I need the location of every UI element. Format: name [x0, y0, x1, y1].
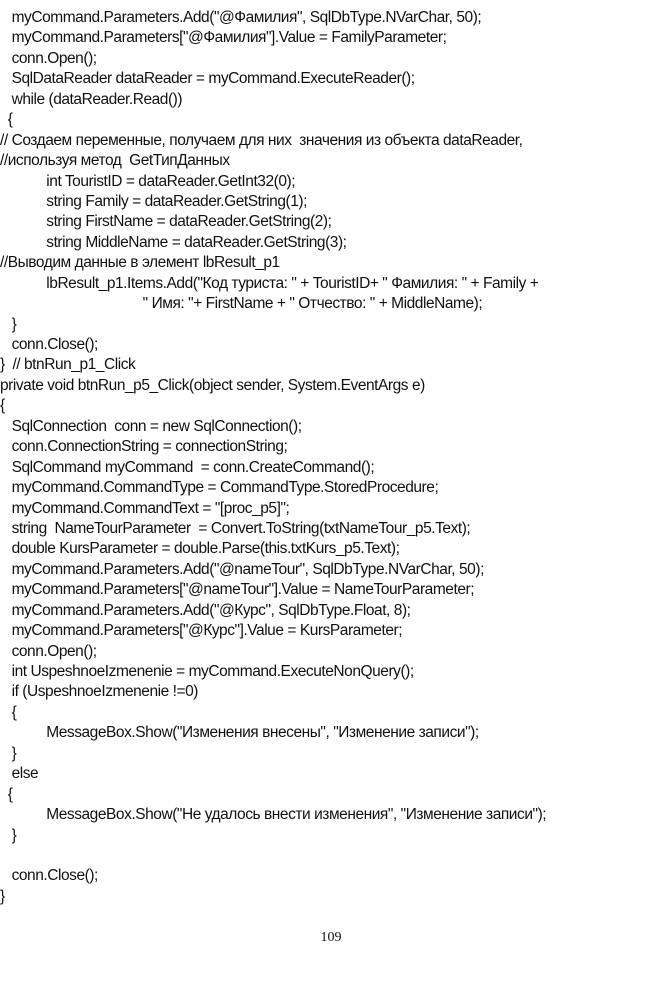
code-line: }	[0, 887, 5, 905]
code-line: {	[0, 703, 17, 721]
code-line: myCommand.Parameters["@nameTour"].Value = NameTourParameter;	[0, 581, 475, 599]
code-line: }	[0, 744, 17, 762]
code-line: myCommand.Parameters["@Курс"].Value = KursParameter;	[0, 622, 403, 640]
code-line	[0, 846, 662, 866]
code-listing	[0, 8, 662, 907]
code-line: myCommand.Parameters.Add("@Фамилия", SqlDbType.NVarChar, 50);	[0, 9, 482, 26]
code-line: }	[0, 826, 17, 844]
code-line: private void btnRun_p5_Click(object sender, System.EventArgs e)	[0, 376, 425, 394]
code-line: string Family = dataReader.GetString(1);	[0, 192, 307, 210]
code-line: {	[0, 397, 5, 415]
code-line: myCommand.Parameters["@Фамилия"].Value = FamilyParameter;	[0, 29, 447, 47]
code-line: conn.Close();	[0, 336, 98, 353]
code-line: MessageBox.Show("Изменения внесены", "Изменение записи");	[0, 724, 479, 742]
code-line: MessageBox.Show("Не удалось внести изменения", "Изменение записи");	[0, 806, 547, 824]
code-line: if (UspeshnoeIzmenenie !=0)	[0, 683, 199, 701]
code-line: int UspeshnoeIzmenenie = myCommand.ExecuteNonQuery();	[0, 663, 414, 680]
code-line: } // btnRun_p1_Click	[0, 356, 136, 374]
page-number: 109	[320, 930, 342, 945]
code-line: while (dataReader.Read())	[0, 90, 183, 108]
code-comment-line: // Создаем переменные, получаем для них значения из объекта dataReader,	[0, 131, 523, 149]
code-line: string FirstName = dataReader.GetString(2);	[0, 213, 332, 231]
code-line: double KursParameter = double.Parse(this.txtKurs_p5.Text);	[0, 540, 400, 558]
code-comment-line: //используя метод GetТипДанных	[0, 152, 230, 170]
code-line: myCommand.Parameters.Add("@Курс", SqlDbType.Float, 8);	[0, 601, 411, 619]
code-line: myCommand.Parameters.Add("@nameTour", SqlDbType.NVarChar, 50);	[0, 560, 484, 578]
code-line: {	[0, 111, 13, 129]
code-line: int TouristID = dataReader.GetInt32(0);	[0, 172, 296, 190]
code-line: string MiddleName = dataReader.GetString(3);	[0, 233, 347, 251]
code-line: else	[0, 765, 39, 783]
code-line: lbResult_p1.Items.Add("Код туриста: " + TouristID+ " Фамилия: " + Family +	[0, 274, 539, 292]
code-line: string NameTourParameter = Convert.ToString(txtNameTour_p5.Text);	[0, 519, 471, 537]
code-line: " Имя: "+ FirstName + " Отчество: " + MiddleName);	[0, 295, 483, 313]
code-line: myCommand.CommandType = CommandType.StoredProcedure;	[0, 479, 439, 497]
code-line: {	[0, 785, 13, 803]
code-line: myCommand.CommandText = "[proc_p5]";	[0, 499, 290, 517]
code-line: }	[0, 315, 17, 333]
code-line: SqlDataReader dataReader = myCommand.ExecuteReader();	[0, 70, 415, 88]
code-line: SqlCommand myCommand = conn.CreateCommand();	[0, 458, 375, 476]
code-line: SqlConnection conn = new SqlConnection();	[0, 417, 302, 435]
code-line: conn.Open();	[0, 49, 97, 67]
code-line: conn.ConnectionString = connectionString;	[0, 438, 288, 456]
code-comment-line: //Выводим данные в элемент lbResult_p1	[0, 254, 280, 272]
code-line: conn.Close();	[0, 867, 98, 885]
code-line: conn.Open();	[0, 642, 97, 660]
